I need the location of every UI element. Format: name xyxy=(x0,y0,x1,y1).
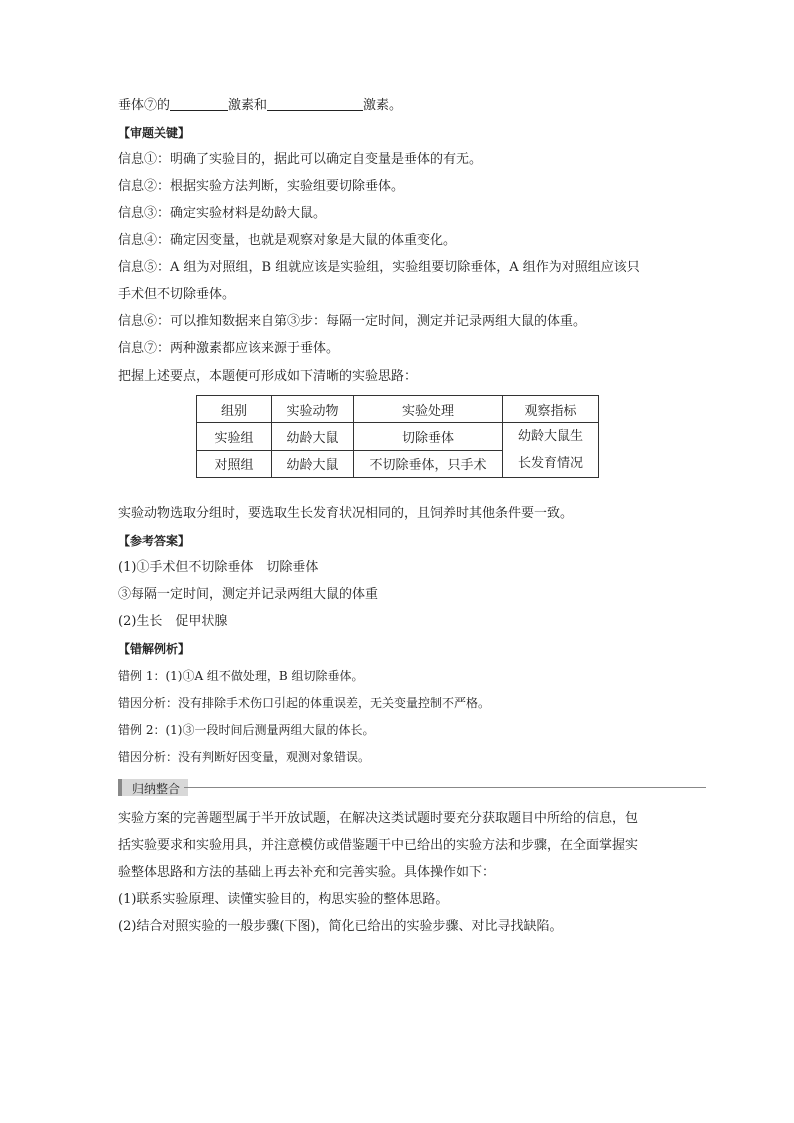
table-header: 观察指标 xyxy=(503,396,599,423)
table-row xyxy=(197,423,599,451)
body-line: 实验方案的完善题型属于半开放试题，在解决这类试题时要充分获取题目中所给的信息，包 xyxy=(118,811,639,826)
table-cell: 实验组 xyxy=(197,423,272,451)
answer-line: ③每隔一定时间，测定并记录两组大鼠的体重 xyxy=(118,587,379,602)
info-line: 信息⑦：两种激素都应该来源于垂体。 xyxy=(118,341,340,356)
error-line: 错因分析：没有判断好因变量，观测对象错误。 xyxy=(118,750,371,764)
question-tail xyxy=(118,96,402,115)
answer-blank-1 xyxy=(170,96,228,111)
top-line-prefix: 垂体⑦的 xyxy=(118,98,171,113)
note-line: 实验动物选取分组时，要选取生长发育状况相同的，且饲养时其他条件要一致。 xyxy=(118,506,574,521)
observation-line: 长发育情况 xyxy=(517,456,583,471)
table-cell: 切除垂体 xyxy=(354,423,503,451)
error-line: 错例 2：(1)③一段时间后测量两组大鼠的体长。 xyxy=(118,723,375,737)
body-line: 验整体思路和方法的基础上再去补充和完善实验。具体操作如下： xyxy=(118,865,496,880)
info-line: 信息⑤：A 组为对照组，B 组就应该是实验组，实验组要切除垂体，A 组作为对照组应该只 xyxy=(118,260,640,275)
section-header xyxy=(118,779,706,798)
table-header: 实验处理 xyxy=(354,396,503,423)
info-line: 手术但不切除垂体。 xyxy=(118,287,236,302)
info-line: 信息①：明确了实验目的，据此可以确定自变量是垂体的有无。 xyxy=(118,152,483,167)
section-title: 归纳整合 xyxy=(132,782,181,796)
body-line: (2)结合对照实验的一般步骤(下图)，简化已给出的实验步骤、对比寻找缺陷。 xyxy=(118,919,563,934)
experiment-table xyxy=(196,395,599,478)
answer-blank-2 xyxy=(267,96,363,111)
error-line: 错例 1：(1)①A 组不做处理，B 组切除垂体。 xyxy=(118,669,364,683)
summary-line: 把握上述要点，本题便可形成如下清晰的实验思路： xyxy=(118,369,418,384)
table-header: 组别 xyxy=(197,396,272,423)
answer-line: (2)生长 促甲状腺 xyxy=(118,614,228,629)
table-header: 实验动物 xyxy=(272,396,354,423)
table-cell: 不切除垂体，只手术 xyxy=(354,450,503,478)
answer-line: (1)①手术但不切除垂体 切除垂体 xyxy=(118,560,319,575)
body-line: (1)联系实验原理、读懂实验目的，构思实验的整体思路。 xyxy=(118,892,449,907)
section-tab xyxy=(118,779,188,796)
heading-key: 【审题关键】 xyxy=(118,126,191,140)
info-line: 信息⑥：可以推知数据来自第③步：每隔一定时间，测定并记录两组大鼠的体重。 xyxy=(118,314,587,329)
info-line: 信息②：根据实验方法判断，实验组要切除垂体。 xyxy=(118,179,405,194)
error-line: 错因分析：没有排除手术伤口引起的体重误差，无关变量控制不严格。 xyxy=(118,696,491,710)
top-line-mid: 激素和 xyxy=(228,98,268,113)
table-header-row xyxy=(197,396,599,423)
table-cell: 幼龄大鼠 xyxy=(272,450,354,478)
heading-errors: 【错解例析】 xyxy=(118,642,191,656)
heading-answer: 【参考答案】 xyxy=(118,534,191,548)
body-line: 括实验要求和实验用具，并注意模仿或借鉴题干中已给出的实验方法和步骤，在全面掌握实 xyxy=(118,838,639,853)
section-rule xyxy=(184,787,706,788)
info-line: 信息④：确定因变量，也就是观察对象是大鼠的体重变化。 xyxy=(118,233,457,248)
top-line-suffix: 激素。 xyxy=(363,98,403,113)
observation-cell xyxy=(503,423,599,478)
table-cell: 幼龄大鼠 xyxy=(272,423,354,451)
table-cell: 对照组 xyxy=(197,450,272,478)
observation-line: 幼龄大鼠生 xyxy=(517,429,583,444)
info-line: 信息③：确定实验材料是幼龄大鼠。 xyxy=(118,206,327,221)
